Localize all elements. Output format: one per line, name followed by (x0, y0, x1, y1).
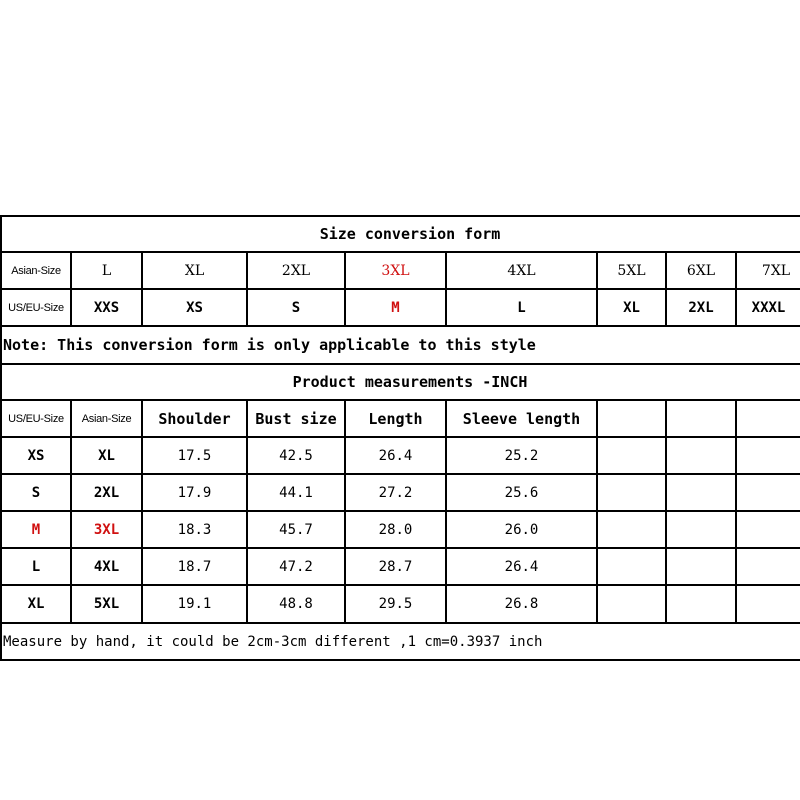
row-length: 28.7 (378, 558, 413, 575)
row-length: 26.4 (378, 447, 413, 464)
row-sleeve-length: 25.2 (504, 447, 539, 464)
row-length: 27.2 (378, 484, 413, 501)
asian-size-cell: 5XL (617, 262, 646, 279)
rule (735, 399, 737, 622)
row-bust-size: 42.5 (279, 447, 313, 464)
row-bust-size: 48.8 (279, 596, 313, 612)
asian-size-cell-highlighted: 3XL (381, 262, 410, 279)
asian-size-cell: 7XL (761, 262, 791, 279)
row-asian-size: 4XL (93, 558, 120, 575)
us-size-cell: XS (186, 299, 203, 316)
us-size-cell-highlighted: M (391, 299, 400, 316)
conversion-note: Note: This conversion form is only applicable to this style (3, 336, 536, 354)
row-shoulder: 18.7 (177, 558, 212, 575)
us-size-cell: XL (623, 299, 640, 316)
measurement-footnote: Measure by hand, it could be 2cm-3cm different ,1 cm=0.3937 inch (3, 633, 543, 650)
asian-size-cell: 4XL (507, 262, 536, 279)
row-us-size: XL (27, 596, 45, 612)
row-shoulder: 17.5 (177, 447, 212, 464)
header-length: Length (368, 409, 423, 428)
measurements-title: Product measurements -INCH (292, 373, 528, 391)
row-shoulder: 19.1 (177, 596, 212, 612)
row-us-size: XS (27, 447, 45, 464)
row-shoulder: 18.3 (177, 521, 212, 538)
header-asian-size: Asian-Size (81, 412, 132, 425)
asian-size-cell: XL (184, 262, 205, 279)
row-asian-size: 2XL (93, 484, 120, 501)
rule (0, 659, 800, 661)
conversion-title: Size conversion form (319, 225, 501, 243)
row-us-size: S (31, 484, 41, 501)
header-us-size: US/EU-Size (8, 412, 64, 425)
row-us-size-highlighted: M (31, 521, 41, 538)
row-asian-size: XL (98, 447, 115, 464)
row-bust-size: 45.7 (279, 521, 313, 538)
us-size-cell: XXS (93, 299, 120, 316)
row-length: 28.0 (378, 521, 413, 538)
row-length: 29.5 (378, 596, 413, 612)
asian-size-cell: 2XL (281, 262, 311, 279)
asian-size-cell: L (101, 262, 112, 279)
us-size-cell: S (291, 299, 301, 316)
row-sleeve-length: 26.4 (504, 558, 539, 575)
row-sleeve-length: 26.8 (504, 596, 539, 612)
row-asian-size-highlighted: 3XL (93, 521, 120, 538)
row-us-size: L (31, 558, 41, 575)
us-size-label: US/EU-Size (8, 301, 64, 314)
asian-size-label: Asian-Size (11, 264, 61, 277)
row-bust-size: 44.1 (279, 484, 313, 501)
row-sleeve-length: 25.6 (504, 484, 539, 501)
rule (596, 399, 598, 622)
row-bust-size: 47.2 (279, 558, 313, 575)
asian-size-cell: 6XL (686, 262, 716, 279)
us-size-cell: XXXL (751, 299, 786, 316)
us-size-cell: L (517, 299, 526, 316)
rule (665, 399, 667, 622)
header-sleeve-length: Sleeve length (462, 409, 581, 428)
row-asian-size: 5XL (93, 596, 120, 612)
header-bust-size: Bust size (255, 409, 337, 428)
row-sleeve-length: 26.0 (504, 521, 539, 538)
us-size-cell: 2XL (688, 299, 714, 316)
header-shoulder: Shoulder (158, 409, 231, 428)
row-shoulder: 17.9 (177, 484, 212, 501)
